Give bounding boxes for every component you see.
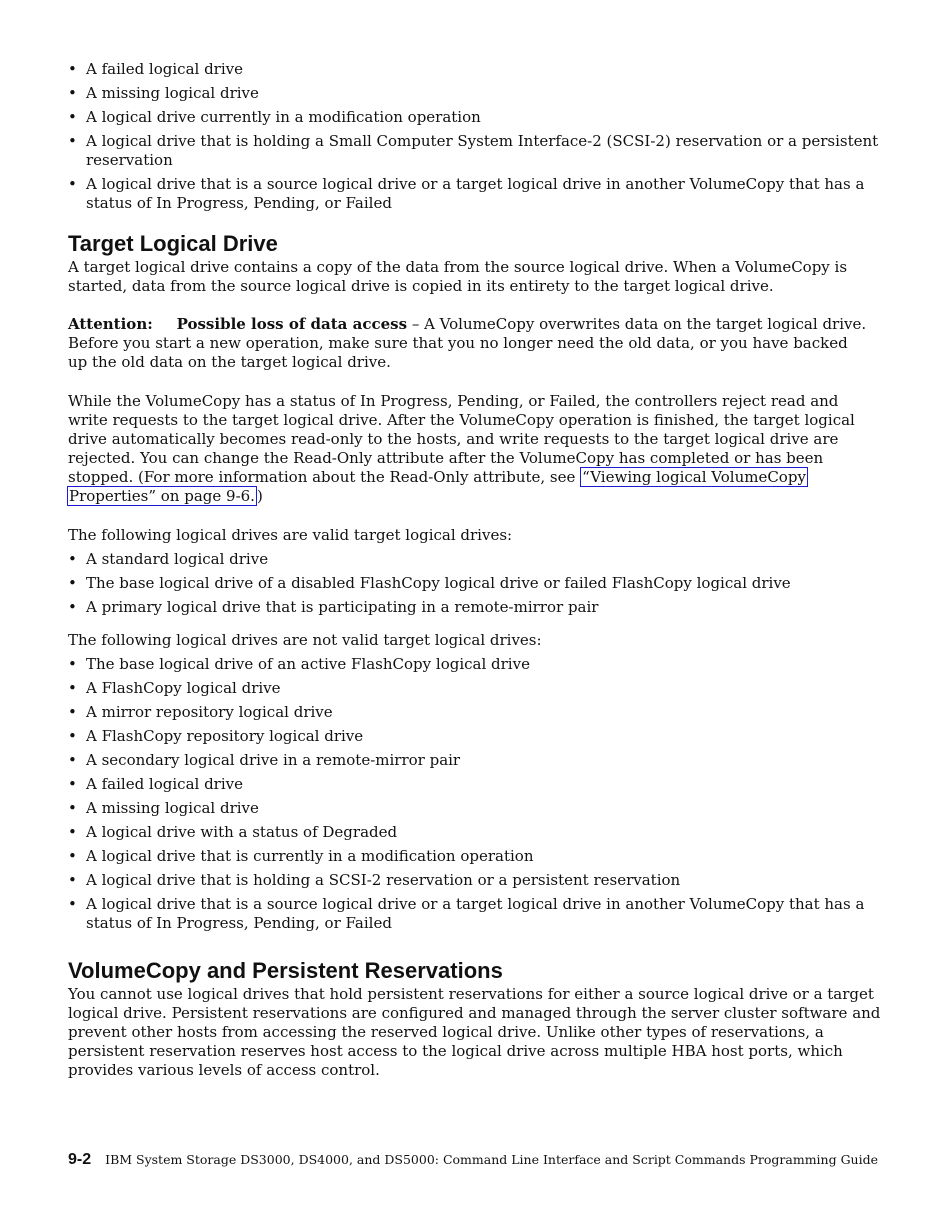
page-footer	[68, 1150, 878, 1169]
list-item	[68, 895, 865, 933]
list-intro: The following logical drives are valid target logical drives:	[68, 526, 513, 544]
list-item	[68, 847, 848, 866]
section-heading: Target Logical Drive	[68, 231, 278, 256]
list-item	[68, 574, 848, 593]
text-line: – A VolumeCopy overwrites data on the target logical drive.	[411, 315, 867, 333]
text-line: • A missing logical drive	[86, 799, 259, 817]
text-line: )	[256, 487, 263, 505]
text-line: • A logical drive that is holding a Small Computer System Interface-2 (SCSI-2) reservation or a persistent	[86, 132, 879, 150]
text-line: • A logical drive currently in a modification operation	[86, 108, 481, 126]
text-line: stopped. (For more information about the Read-Only attribute, see	[68, 468, 581, 486]
bullet-list	[68, 655, 865, 933]
text-line: • A logical drive that is a source logical drive or a target logical drive in another VolumeCopy that has a	[86, 175, 865, 193]
text-line: While the VolumeCopy has a status of In Progress, Pending, or Failed, the controllers reject read and	[68, 392, 839, 410]
text-line: • A FlashCopy logical drive	[86, 679, 281, 697]
text-line: • A failed logical drive	[86, 60, 243, 78]
target-section	[68, 231, 867, 938]
text-line: write requests to the target logical drive. After the VolumeCopy operation is finished, the target logical	[68, 411, 855, 429]
section-heading: VolumeCopy and Persistent Reservations	[68, 958, 503, 983]
text-line: started, data from the source logical drive is copied in its entirety to the target logical drive.	[68, 277, 774, 295]
text-line: provides various levels of access control.	[68, 1061, 380, 1079]
bullet-list	[68, 550, 848, 617]
list-item	[68, 84, 848, 103]
text-line: status of In Progress, Pending, or Failed	[86, 194, 392, 212]
bullet-list	[68, 60, 879, 213]
text-line: • The base logical drive of an active FlashCopy logical drive	[86, 655, 530, 673]
list-item	[68, 132, 879, 170]
list-item	[68, 703, 848, 722]
list-item	[68, 751, 848, 770]
text-line: reservation	[86, 151, 173, 169]
text-line: drive automatically becomes read-only to the hosts, and write requests to the target logical drive are	[68, 430, 839, 448]
text-line: status of In Progress, Pending, or Failed	[86, 914, 392, 932]
text-line: • A logical drive that is currently in a modification operation	[86, 847, 534, 865]
persistent-paragraph	[68, 985, 881, 1080]
list-item	[68, 550, 848, 569]
text-line: • A logical drive that is holding a SCSI-2 reservation or a persistent reservation	[86, 871, 681, 889]
text-line: prevent other hosts from accessing the reserved logical drive. Unlike other types of reservations, a	[68, 1023, 824, 1041]
text-line: • A missing logical drive	[86, 84, 259, 102]
list-item	[68, 775, 848, 794]
book-title: IBM System Storage DS3000, DS4000, and DS5000: Command Line Interface and Script Commands Programming Guide	[105, 1152, 879, 1167]
page-number: 9-2	[68, 1151, 92, 1168]
text-line: persistent reservation reserves host access to the logical drive across multiple HBA host ports, which	[68, 1042, 843, 1060]
list-item	[68, 655, 848, 674]
text-line: • A logical drive that is a source logical drive or a target logical drive in another VolumeCopy that has a	[86, 895, 865, 913]
invalid-targets	[68, 631, 865, 933]
text-line: • A secondary logical drive in a remote-mirror pair	[86, 751, 461, 769]
attention-title: Possible loss of data access	[176, 315, 408, 333]
text-line: • A FlashCopy repository logical drive	[86, 727, 364, 745]
text-line: • A mirror repository logical drive	[86, 703, 333, 721]
text-line: up the old data on the target logical drive.	[68, 353, 391, 371]
list-item	[68, 799, 848, 818]
attention-label: Attention:	[68, 315, 153, 333]
persistent-section	[68, 958, 881, 1080]
list-item	[68, 598, 848, 617]
list-intro: The following logical drives are not valid target logical drives:	[68, 631, 542, 649]
list-item	[68, 871, 848, 890]
text-line: A target logical drive contains a copy of the data from the source logical drive. When a VolumeCopy is	[68, 258, 848, 276]
list-item	[68, 108, 848, 127]
text-line: logical drive. Persistent reservations are configured and managed through the server cluster software and	[68, 1004, 881, 1022]
viewing-properties-link[interactable]: “Viewing logical VolumeCopy	[582, 468, 806, 486]
text-line: • A standard logical drive	[86, 550, 269, 568]
text-line: • The base logical drive of a disabled FlashCopy logical drive or failed FlashCopy logical drive	[86, 574, 791, 592]
text-line: • A failed logical drive	[86, 775, 243, 793]
list-item	[68, 60, 848, 79]
text-line: Before you start a new operation, make sure that you no longer need the old data, or you have backed	[68, 334, 848, 352]
text-line: rejected. You can change the Read-Only attribute after the VolumeCopy has completed or has been	[68, 449, 824, 467]
list-item	[68, 823, 848, 842]
attention-notice	[68, 315, 867, 372]
readonly-paragraph	[68, 392, 855, 506]
intro-paragraph	[68, 258, 848, 296]
valid-targets	[68, 526, 848, 617]
list-item	[68, 727, 848, 746]
list-item	[68, 175, 865, 213]
list-item	[68, 679, 848, 698]
text-line: • A primary logical drive that is participating in a remote-mirror pair	[86, 598, 599, 616]
viewing-properties-link-cont[interactable]: Properties” on page 9-6.	[69, 487, 255, 505]
text-line: You cannot use logical drives that hold persistent reservations for either a source logical drive or a target	[68, 985, 874, 1003]
top-list-section	[68, 60, 879, 218]
text-line: • A logical drive with a status of Degraded	[86, 823, 398, 841]
